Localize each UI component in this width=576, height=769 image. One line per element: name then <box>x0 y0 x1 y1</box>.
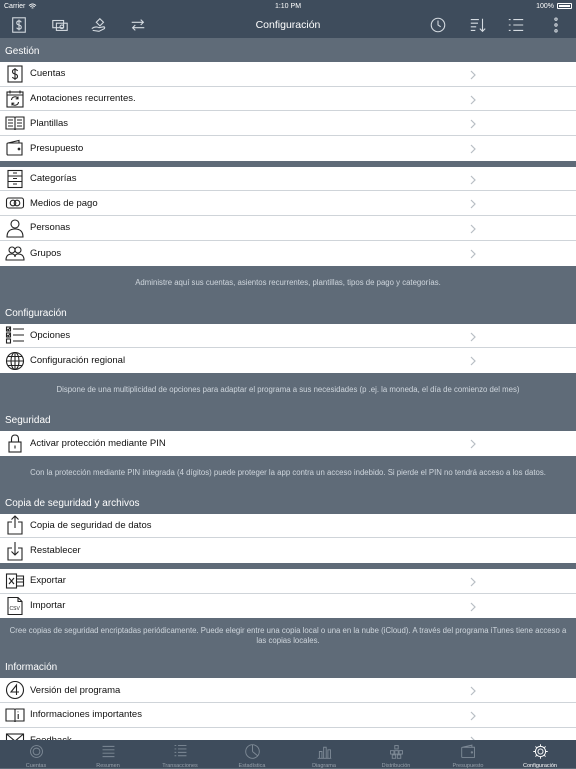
tab-item[interactable] <box>0 740 72 768</box>
svg-text:CSV: CSV <box>9 605 20 612</box>
sort-icon[interactable] <box>467 14 489 36</box>
status-bar <box>0 0 576 12</box>
lock-icon <box>0 431 30 455</box>
settings-row[interactable] <box>0 241 576 266</box>
tab-label: Distribución <box>381 763 411 769</box>
battery-percent: 100% <box>536 2 554 10</box>
navigation-bar <box>0 12 576 38</box>
payment-card-icon <box>0 191 30 215</box>
tab-item[interactable] <box>72 740 144 768</box>
chevron-right-icon <box>467 684 479 696</box>
settings-row[interactable] <box>0 167 576 192</box>
settings-row[interactable] <box>0 136 576 161</box>
settings-row[interactable] <box>0 87 576 112</box>
excel-export-icon <box>0 569 30 593</box>
person-icon <box>0 216 30 240</box>
tab-label: Estadística <box>238 763 266 769</box>
settings-row[interactable] <box>0 348 576 373</box>
csv-import-icon <box>0 594 30 618</box>
tab-item[interactable] <box>360 740 432 768</box>
chevron-right-icon <box>467 247 479 259</box>
tab-label: Transacciones <box>162 763 198 769</box>
list-icon[interactable] <box>505 14 527 36</box>
recurring-calendar-icon <box>0 87 30 111</box>
settings-list[interactable] <box>0 38 576 740</box>
gear-icon <box>532 743 549 762</box>
chevron-right-icon <box>467 437 479 449</box>
section-header: Información <box>0 654 576 678</box>
settings-row[interactable] <box>0 216 576 241</box>
settings-row-label: Informaciones importantes <box>30 709 142 721</box>
settings-row-label: Presupuesto <box>30 142 84 154</box>
settings-group <box>0 431 576 456</box>
settings-row[interactable] <box>0 538 576 563</box>
chevron-right-icon <box>467 222 479 234</box>
tab-item[interactable] <box>432 740 504 768</box>
dollar-box-icon <box>0 62 30 86</box>
settings-row-label: Copia de seguridad de datos <box>30 519 152 531</box>
tab-label: Resumen <box>96 763 120 769</box>
settings-group <box>0 62 576 161</box>
settings-row-label: Grupos <box>30 247 62 259</box>
settings-row[interactable] <box>0 191 576 216</box>
tab-label: Presupuesto <box>452 763 484 769</box>
share-upload-icon <box>0 513 30 537</box>
settings-row[interactable] <box>0 569 576 594</box>
clock-icon[interactable] <box>427 14 449 36</box>
settings-row-label: Importar <box>30 600 66 612</box>
template-book-icon <box>0 111 30 135</box>
settings-row[interactable] <box>0 514 576 539</box>
section-footer: Dispone de una multiplicidad de opciones para adaptar el programa a sus necesidades (p .ej. la moneda, el día de comienzo del mes) <box>0 373 576 407</box>
chevron-right-icon <box>467 142 479 154</box>
wallet-icon <box>0 136 30 160</box>
settings-group <box>0 569 576 618</box>
coins-icon <box>28 743 45 762</box>
section-header: Gestión <box>0 38 576 62</box>
settings-row[interactable] <box>0 594 576 619</box>
section-footer: Administre aquí sus cuentas, asientos recurrentes, plantillas, tipos de pago y categorías. <box>0 266 576 300</box>
chevron-right-icon <box>467 600 479 612</box>
tab-item[interactable] <box>216 740 288 768</box>
settings-row[interactable] <box>0 111 576 136</box>
settings-row-label: Exportar <box>30 575 66 587</box>
settings-row-label: Cuentas <box>30 68 66 80</box>
settings-row-label: Configuración regional <box>30 355 126 367</box>
chevron-right-icon <box>467 173 479 185</box>
pie-chart-icon <box>244 743 261 762</box>
settings-row[interactable] <box>0 678 576 703</box>
transactions-list-icon <box>172 743 189 762</box>
tab-label: Configuración <box>523 763 557 769</box>
cabinet-icon <box>0 167 30 191</box>
summary-list-icon <box>100 743 117 762</box>
checklist-icon <box>0 323 30 347</box>
tab-bar <box>0 740 576 768</box>
distribution-grid-icon <box>388 743 405 762</box>
tab-item[interactable] <box>288 740 360 768</box>
settings-row[interactable] <box>0 62 576 87</box>
page-title: Configuración <box>255 19 321 31</box>
settings-row-label: Restablecer <box>30 545 81 557</box>
chevron-right-icon <box>467 354 479 366</box>
section-header: Configuración <box>0 300 576 324</box>
settings-row-label: Activar protección mediante PIN <box>30 437 166 449</box>
section-header: Seguridad <box>0 407 576 431</box>
settings-row-label: Personas <box>30 222 71 234</box>
tab-label: Diagrama <box>312 763 336 769</box>
settings-row[interactable] <box>0 324 576 349</box>
settings-row-label: Categorías <box>30 173 77 185</box>
download-tray-icon <box>0 539 30 563</box>
carrier-label: Carrier <box>4 2 26 10</box>
settings-group <box>0 514 576 563</box>
tab-item[interactable] <box>504 740 576 768</box>
section-footer: Cree copias de seguridad encriptadas periódicamente. Puede elegir entre una copia local o una en la nube (iCloud). A través del programa iTunes tiene acceso a las copias locales. <box>0 618 576 654</box>
settings-row-label: Versión del programa <box>30 684 121 696</box>
version-4-icon <box>0 678 30 702</box>
settings-group <box>0 324 576 373</box>
more-vertical-icon[interactable] <box>545 14 567 36</box>
info-book-icon <box>0 703 30 727</box>
chevron-right-icon <box>467 93 479 105</box>
tab-label: Cuentas <box>25 763 47 769</box>
globe-icon <box>0 349 30 373</box>
settings-group <box>0 167 576 266</box>
chevron-right-icon <box>467 197 479 209</box>
chevron-right-icon <box>467 68 479 80</box>
bar-chart-icon <box>316 743 333 762</box>
settings-row-label: Opciones <box>30 329 71 341</box>
settings-row-label: Plantillas <box>30 117 69 129</box>
settings-row[interactable] <box>0 703 576 728</box>
group-icon <box>0 241 30 265</box>
tab-item[interactable] <box>144 740 216 768</box>
chevron-right-icon <box>467 117 479 129</box>
clock-time: 1:10 PM <box>274 2 302 10</box>
chevron-right-icon <box>467 575 479 587</box>
section-footer: Con la protección mediante PIN integrada (4 dígitos) puede proteger la app contra un acceso indebido. Si pierde el PIN no tendrá acceso a los datos. <box>0 456 576 490</box>
section-header: Copia de seguridad y archivos <box>0 490 576 514</box>
settings-row[interactable] <box>0 431 576 456</box>
settings-row-label: Anotaciones recurrentes. <box>30 93 136 105</box>
chevron-right-icon <box>467 709 479 721</box>
chevron-right-icon <box>467 330 479 342</box>
wallet-icon <box>460 743 477 762</box>
settings-row-label: Medios de pago <box>30 197 98 209</box>
